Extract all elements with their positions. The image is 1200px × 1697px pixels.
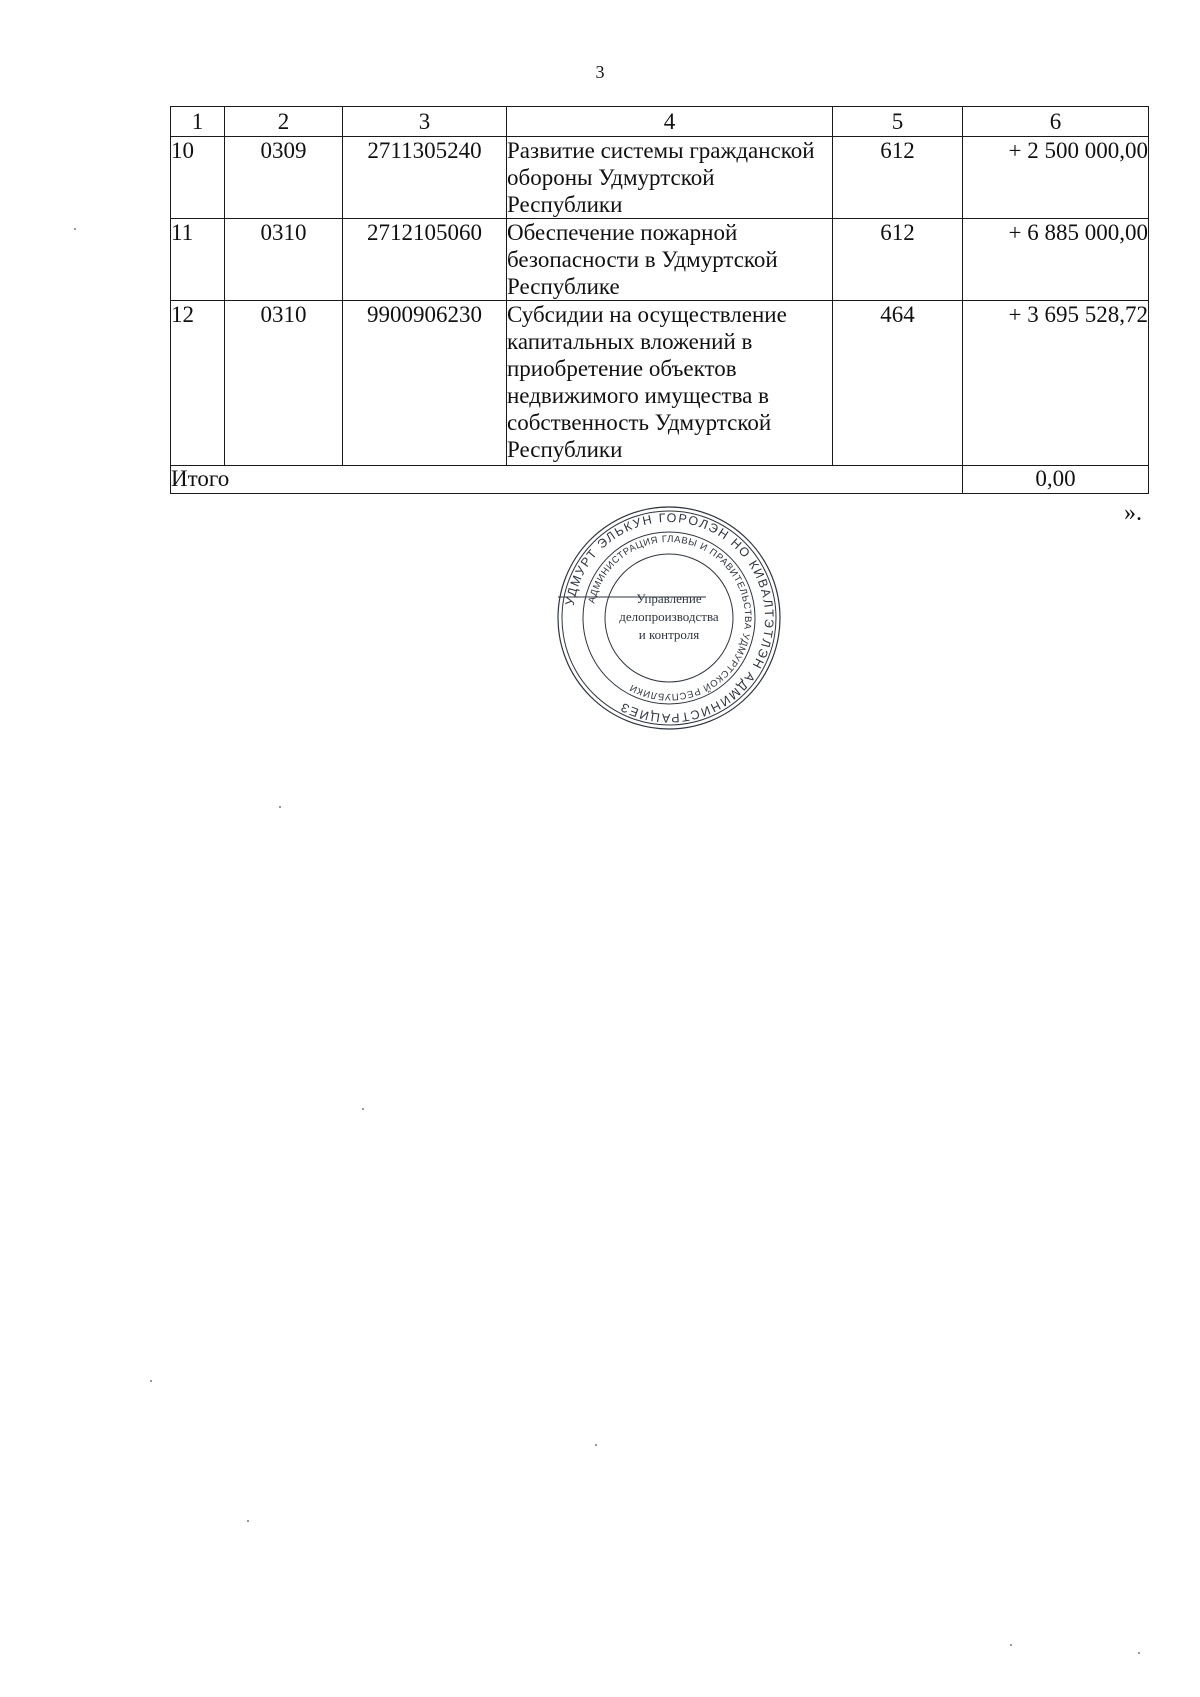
target-article-code: 9900906230: [343, 301, 507, 466]
section-code: 0309: [225, 137, 343, 219]
closing-quote: ».: [1124, 500, 1142, 526]
scan-speck: [362, 1108, 364, 1110]
total-value: 0,00: [963, 466, 1149, 494]
header-cell: 5: [833, 107, 963, 137]
expense-type-code: 464: [833, 301, 963, 466]
header-cell: 3: [343, 107, 507, 137]
section-code: 0310: [225, 219, 343, 301]
row-number: 10: [171, 137, 225, 219]
amount: + 3 695 528,72: [963, 301, 1149, 466]
expense-type-code: 612: [833, 137, 963, 219]
scan-speck: [1010, 1644, 1012, 1646]
amount: + 2 500 000,00: [963, 137, 1149, 219]
header-cell: 4: [507, 107, 833, 137]
expense-type-code: 612: [833, 219, 963, 301]
table-row: [171, 137, 1149, 219]
seal-inner-text: АДМИНИСТРАЦИЯ ГЛАВЫ И ПРАВИТЕЛЬСТВА УДМУРТСКОЙ РЕСПУБЛИКИ: [586, 533, 754, 703]
budget-table: [170, 106, 1149, 494]
seal-center-line-1: Управление: [636, 591, 702, 606]
page-number: 3: [595, 62, 605, 82]
header-cell: 6: [963, 107, 1149, 137]
table-header-row: [171, 107, 1149, 137]
header-cell: 2: [225, 107, 343, 137]
scan-speck: [1138, 1652, 1140, 1654]
target-article-code: 2711305240: [343, 137, 507, 219]
table-row: [171, 301, 1149, 466]
amount: + 6 885 000,00: [963, 219, 1149, 301]
item-name: Обеспечение пожарной безопасности в Удмуртской Республике: [507, 219, 833, 301]
header-cell: 1: [171, 107, 225, 137]
row-number: 11: [171, 219, 225, 301]
target-article-code: 2712105060: [343, 219, 507, 301]
seal-center-line-2: делопроизводства: [619, 609, 719, 624]
item-name: Субсидии на осуществление капитальных вложений в приобретение объектов недвижимого имущества в собственность Удмуртской Республики: [507, 301, 833, 466]
scan-speck: [247, 1520, 249, 1522]
official-seal: [556, 505, 782, 731]
seal-center-line-3: и контроля: [638, 627, 700, 642]
seal-outer-text: УДМУРТ ЭЛЬКУН ГОРОЛЭН НО КИВАЛТЭТЛЭН АДМИНИСТРАЦИЕЗ: [562, 510, 777, 726]
scan-speck: [595, 1444, 597, 1446]
section-code: 0310: [225, 301, 343, 466]
scan-speck: [279, 806, 281, 808]
table-row: [171, 219, 1149, 301]
scan-speck: [150, 1380, 152, 1382]
total-label: Итого: [171, 466, 963, 494]
scan-speck: [74, 228, 76, 230]
item-name: Развитие системы гражданской обороны Удмуртской Республики: [507, 137, 833, 219]
total-row: [171, 466, 1149, 494]
row-number: 12: [171, 301, 225, 466]
